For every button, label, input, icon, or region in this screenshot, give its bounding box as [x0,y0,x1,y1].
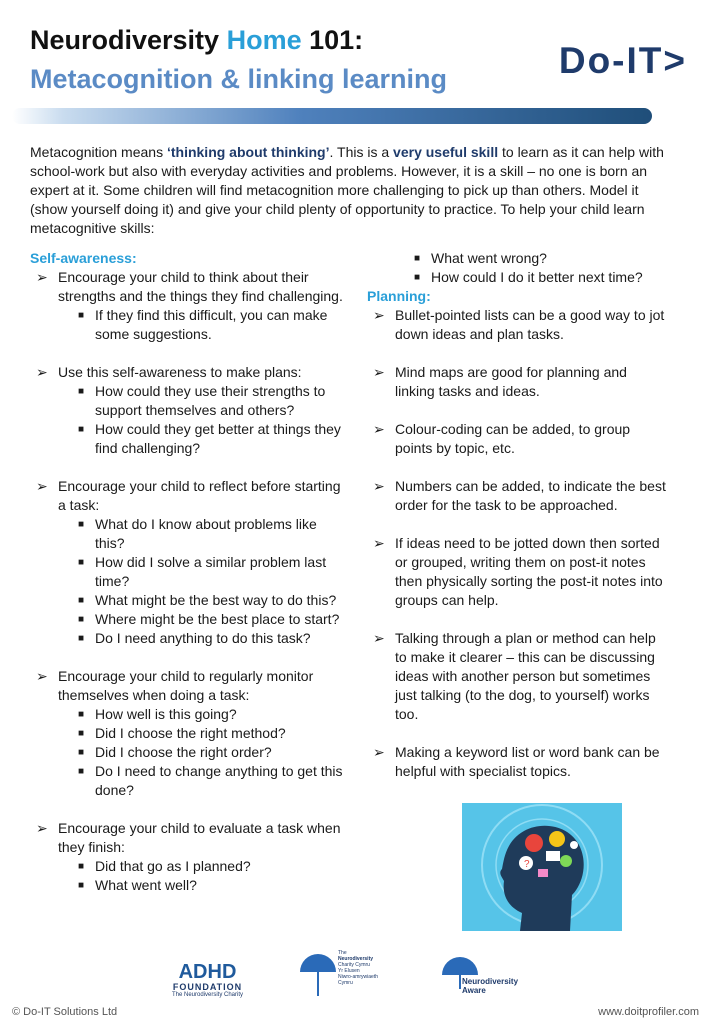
page-subtitle: Metacognition & linking learning [30,64,448,94]
arrow-bullet-icon: ➢ [373,744,385,760]
square-bullet-icon: ■ [78,557,85,568]
title-part1: Neurodiversity [30,25,227,55]
square-bullet-icon: ■ [78,880,85,891]
square-bullet-icon: ■ [78,633,85,644]
list-item [30,268,350,306]
charity-logo-line: Cymru [338,980,353,986]
sub-list-item [30,705,350,724]
item-text: Encourage your child to reflect before starting a task: [58,478,341,513]
intro-paragraph [30,143,670,238]
sub-item-text: Did I choose the right method? [95,725,286,741]
item-text: If ideas need to be jotted down then sorted or grouped, writing them on post-it notes then physically sorting the post-it notes into groups can help. [395,535,663,608]
sub-list-item [30,876,350,895]
footer-website: www.doitprofiler.com [598,1006,699,1018]
svg-text:?: ? [524,859,530,870]
adhd-logo-foundation: FOUNDATION [172,982,243,992]
item-text: Encourage your child to regularly monitor themselves when doing a task: [58,668,314,703]
sub-list-item [30,306,350,344]
list-item [367,477,667,515]
list-item [367,629,667,724]
list-item [367,420,667,458]
arrow-bullet-icon: ➢ [373,421,385,437]
sub-list-item [367,249,667,268]
arrow-bullet-icon: ➢ [373,535,385,551]
intro-text-2: . This is a [329,144,394,160]
sub-item-text: What went well? [95,877,197,893]
intro-text-1: Metacognition means [30,144,167,160]
title-part2: 101: [301,25,364,55]
square-bullet-icon: ■ [78,614,85,625]
square-bullet-icon: ■ [78,709,85,720]
sub-list-item [30,610,350,629]
sub-list-item [30,420,350,458]
neurodiversity-aware-logo [440,955,540,1001]
list-item [30,667,350,705]
sub-list-item [30,629,350,648]
umbrella-icon [298,952,338,998]
sub-item-text: How well is this going? [95,706,237,722]
intro-bold-2: very useful skill [393,144,499,160]
adhd-logo-tagline: The Neurodiversity Charity [171,992,244,998]
arrow-bullet-icon: ➢ [36,820,48,836]
charity-logo-line: Charity Cymru [338,962,370,968]
list-item [30,819,350,857]
aware-logo-line: Aware [462,986,486,995]
list-item [30,477,350,515]
square-bullet-icon: ■ [414,272,421,283]
square-bullet-icon: ■ [78,728,85,739]
sub-list-item [30,857,350,876]
sub-item-text: How did I solve a similar problem last time? [95,554,327,589]
arrow-bullet-icon: ➢ [36,668,48,684]
square-bullet-icon: ■ [78,310,85,321]
square-bullet-icon: ■ [78,519,85,530]
arrow-bullet-icon: ➢ [373,478,385,494]
item-text: Encourage your child to think about their strengths and the things they find challenging. [58,269,343,304]
charity-logo-line: Yr Elusen [338,968,360,974]
list-item [367,743,667,781]
sub-list-item [30,724,350,743]
left-column [30,249,350,895]
square-bullet-icon: ■ [78,766,85,777]
arrow-bullet-icon: ➢ [373,307,385,323]
item-text: Making a keyword list or word bank can be helpful with specialist topics. [395,744,660,779]
header-gradient-bar [12,108,652,124]
sub-item-text: How could I do it better next time? [431,269,643,285]
charity-logo-line: Neurodiversity [338,956,374,962]
sub-item-text: Where might be the best place to start? [95,611,340,627]
sub-list-item [30,591,350,610]
sub-item-text: What went wrong? [431,250,547,266]
arrow-bullet-icon: ➢ [36,364,48,380]
list-item [30,363,350,382]
sub-item-text: How could they use their strengths to support themselves and others? [95,383,326,418]
item-text: Colour-coding can be added, to group points by topic, etc. [395,421,631,456]
sub-item-text: What do I know about problems like this? [95,516,317,551]
intro-text-3: to learn as it can help with school-work but also with everyday activities and problems. However, it is a skill – no one is born an expert at it. Some children will find metacognition more challenging to pick up than others. Model it (show yourself doing it) and give your child plenty of opportunity to practice. To help your child learn metacognitive skills: [30,144,664,236]
section-heading-planning: Planning: [367,288,431,304]
square-bullet-icon: ■ [78,747,85,758]
do-it-logo: Do-IT> [558,40,687,81]
footer-copyright: © Do-IT Solutions Ltd [12,1006,118,1018]
item-text: Bullet-pointed lists can be a good way to jot down ideas and plan tasks. [395,307,665,342]
item-text: Talking through a plan or method can help to make it clearer – this can be discussing ideas with another person but sometimes just talking (to the dog, to yourself) works too. [395,630,656,722]
section-heading-self-awareness: Self-awareness: [30,250,137,266]
charity-logo-line: Niwro-amrywiaeth [338,974,379,980]
square-bullet-icon: ■ [78,386,85,397]
sub-list-item [30,743,350,762]
adhd-foundation-logo [165,962,250,998]
sub-item-text: Do I need anything to do this task? [95,630,311,646]
sub-item-text: What might be the best way to do this? [95,592,337,608]
right-column [367,249,667,781]
sub-item-text: Did that go as I planned? [95,858,251,874]
list-item [367,306,667,344]
sub-list-item [367,268,667,287]
neurodiversity-charity-cymru-logo [298,950,398,1000]
adhd-logo-name: ADHD [178,961,237,983]
square-bullet-icon: ■ [78,861,85,872]
sub-list-item [30,382,350,420]
item-text: Numbers can be added, to indicate the best order for the task to be approached. [395,478,666,513]
list-item [367,363,667,401]
sub-list-item [30,515,350,553]
item-text: Use this self-awareness to make plans: [58,364,302,380]
charity-logo-line: The [338,950,347,956]
title-highlight: Home [226,25,302,55]
arrow-bullet-icon: ➢ [36,269,48,285]
arrow-bullet-icon: ➢ [36,478,48,494]
sub-item-text: Do I need to change anything to get this done? [95,763,343,798]
square-bullet-icon: ■ [78,424,85,435]
item-text: Encourage your child to evaluate a task when they finish: [58,820,341,855]
arrow-bullet-icon: ➢ [373,630,385,646]
square-bullet-icon: ■ [78,595,85,606]
intro-bold-1: ‘thinking about thinking’ [166,144,330,160]
square-bullet-icon: ■ [414,253,421,264]
aware-logo-line: Neurodiversity [462,977,519,986]
item-text: Mind maps are good for planning and linking tasks and ideas. [395,364,627,399]
list-item [367,534,667,610]
sub-item-text: How could they get better at things they find challenging? [95,421,341,456]
arrow-bullet-icon: ➢ [373,364,385,380]
sub-item-text: Did I choose the right order? [95,744,272,760]
sub-item-text: If they find this difficult, you can make some suggestions. [95,307,328,342]
sub-list-item [30,553,350,591]
metacognition-head-illustration [462,803,622,931]
page-title [30,25,363,56]
sub-list-item [30,762,350,800]
